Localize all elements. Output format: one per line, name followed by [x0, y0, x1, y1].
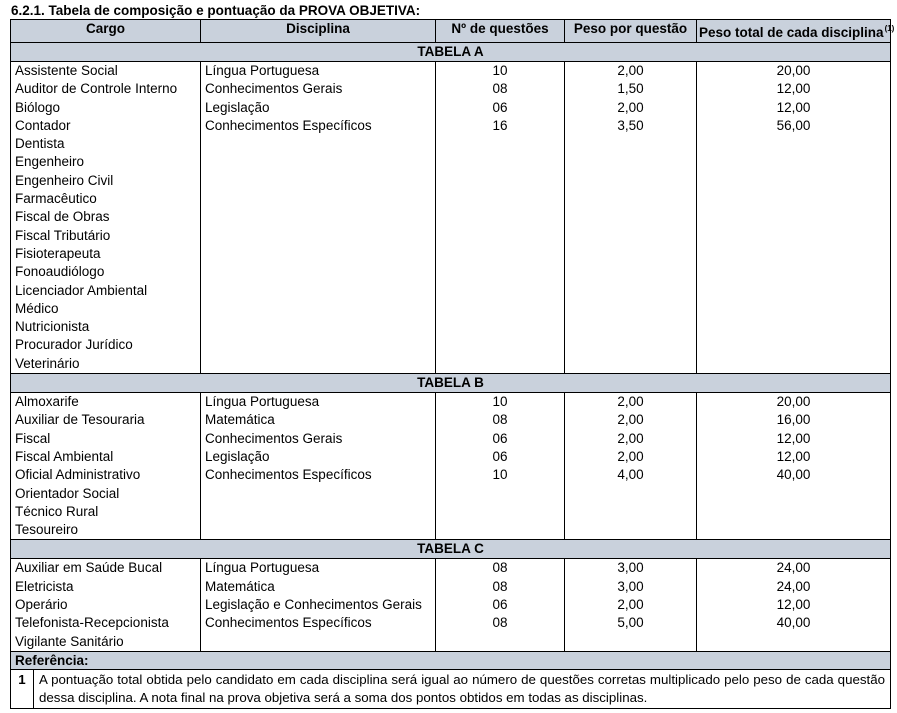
table-row — [11, 393, 891, 540]
peso-questao-list-line: 2,00 — [617, 412, 644, 428]
num-questoes-list — [436, 393, 565, 540]
cargo-list — [11, 62, 201, 374]
cargo-list-line: Oficial Administrativo — [15, 467, 141, 483]
peso-total-list-line: 40,00 — [776, 615, 811, 631]
peso-questao-list-line: 3,00 — [617, 578, 644, 594]
reference-inner-table — [11, 670, 890, 708]
cargo-list — [11, 393, 201, 540]
cargo-list-line: Fiscal Ambiental — [15, 448, 114, 464]
num-questoes-list-line: 08 — [492, 412, 508, 428]
disciplina-list-line: Matemática — [205, 578, 275, 594]
cargo-list-line: Orientador Social — [15, 485, 120, 501]
cargo-list-line: Procurador Jurídico — [15, 337, 133, 353]
col-header-peso-total-label: Peso total de cada disciplina — [699, 25, 884, 40]
cargo-list-line: Fiscal Tributário — [15, 227, 111, 243]
table-row — [11, 62, 891, 374]
peso-questao-list — [565, 393, 697, 540]
cargo-list-line: Fonoaudiólogo — [15, 264, 105, 280]
cargo-list-line: Auditor de Controle Interno — [15, 81, 178, 97]
num-questoes-list-line: 08 — [492, 578, 508, 594]
num-questoes-list-line: 10 — [492, 394, 508, 410]
cargo-list-line: Fiscal de Obras — [15, 209, 110, 225]
col-header-peso-total — [697, 20, 895, 43]
cargo-list-line: Veterinário — [15, 355, 80, 371]
reference-text: A pontuação total obtida pelo candidato em cada disciplina será igual ao número de questões corretas multiplicado pelo peso de cada questão dessa disciplina. A nota final na prova objetiva será a soma dos pontos obtidos em todas as disciplinas. — [39, 671, 885, 705]
table-body — [11, 43, 891, 709]
num-questoes-list — [436, 559, 565, 651]
peso-total-list-line: 12,00 — [776, 597, 811, 613]
cargo-list-line: Operário — [15, 597, 68, 613]
footnote-marker: (1) — [884, 24, 895, 33]
peso-questao-list-line: 3,50 — [617, 117, 644, 133]
cargo-list-line: Fisioterapeuta — [15, 245, 101, 261]
disciplina-list-line: Matemática — [205, 412, 275, 428]
col-header-disciplina: Disciplina — [201, 20, 436, 43]
peso-total-list — [697, 393, 891, 540]
cargo-list-line: Tesoureiro — [15, 522, 79, 538]
table-row — [11, 559, 891, 651]
peso-questao-list-line: 4,00 — [617, 467, 644, 483]
cargo-list-line: Dentista — [15, 136, 65, 152]
peso-total-list-line: 12,00 — [776, 448, 811, 464]
reference-heading: Referência: — [11, 651, 891, 669]
composition-table — [10, 19, 895, 709]
section-title: 6.2.1. Tabela de composição e pontuação da PROVA OBJETIVA: — [11, 3, 421, 18]
peso-questao-list-line: 3,00 — [617, 560, 644, 576]
peso-questao-list-line: 2,00 — [617, 430, 644, 446]
section-label: TABELA C — [11, 540, 891, 559]
peso-total-list-line: 16,00 — [776, 412, 811, 428]
num-questoes-list-line: 06 — [492, 448, 508, 464]
peso-total-list-line: 56,00 — [776, 117, 811, 133]
cargo-list-line: Contador — [15, 117, 71, 133]
num-questoes-list-line: 08 — [492, 560, 508, 576]
peso-total-list-line: 12,00 — [776, 81, 811, 97]
peso-questao-list — [565, 62, 697, 374]
section-label: TABELA B — [11, 374, 891, 393]
cargo-list-line: Nutricionista — [15, 319, 90, 335]
cargo-list-line: Assistente Social — [15, 63, 118, 78]
reference-header-row — [11, 651, 891, 669]
disciplina-list-line: Conhecimentos Específicos — [205, 615, 372, 631]
disciplina-list — [201, 559, 436, 651]
cargo-list-line: Engenheiro — [15, 154, 85, 170]
peso-questao-list-line: 2,00 — [617, 99, 644, 115]
peso-total-list-line: 24,00 — [776, 560, 811, 576]
num-questoes-list-line: 10 — [492, 467, 508, 483]
peso-questao-list-line: 2,00 — [617, 597, 644, 613]
section-row — [11, 43, 891, 62]
cargo-list-line: Vigilante Sanitário — [15, 633, 124, 649]
num-questoes-list — [436, 62, 565, 374]
cargo-list-line: Fiscal — [15, 430, 51, 446]
reference-number: 1 — [11, 670, 34, 708]
disciplina-list-line: Conhecimentos Gerais — [205, 81, 343, 97]
disciplina-list — [201, 393, 436, 540]
peso-questao-list-line: 2,00 — [617, 394, 644, 410]
peso-total-list-line: 24,00 — [776, 578, 811, 594]
peso-total-list — [697, 62, 891, 374]
cargo-list-line: Biólogo — [15, 99, 61, 115]
col-header-cargo: Cargo — [11, 20, 201, 43]
section-label: TABELA A — [11, 43, 891, 62]
disciplina-list-line: Legislação — [205, 99, 270, 115]
cargo-list-line: Auxiliar de Tesouraria — [15, 412, 145, 428]
section-row — [11, 540, 891, 559]
num-questoes-list-line: 06 — [492, 597, 508, 613]
num-questoes-list-line: 08 — [492, 81, 508, 97]
disciplina-list-line: Língua Portuguesa — [205, 63, 320, 78]
peso-questao-list-line: 2,00 — [617, 63, 644, 78]
num-questoes-list-line: 10 — [492, 63, 508, 78]
cargo-list-line: Licenciador Ambiental — [15, 282, 148, 298]
disciplina-list-line: Conhecimentos Específicos — [205, 467, 372, 483]
cargo-list-line: Eletricista — [15, 578, 74, 594]
peso-questao-list-line: 1,50 — [617, 81, 644, 97]
reference-row — [11, 669, 891, 708]
cargo-list — [11, 559, 201, 651]
peso-total-list-line: 20,00 — [776, 394, 811, 410]
cargo-list-line: Médico — [15, 300, 59, 316]
disciplina-list-line: Conhecimentos Gerais — [205, 430, 343, 446]
cargo-list-line: Telefonista-Recepcionista — [15, 615, 169, 631]
disciplina-list-line: Língua Portuguesa — [205, 560, 320, 576]
reference-cell — [11, 669, 891, 708]
cargo-list-line: Farmacêutico — [15, 191, 97, 207]
peso-total-list-line: 40,00 — [776, 467, 811, 483]
disciplina-list-line: Legislação e Conhecimentos Gerais — [205, 597, 422, 613]
col-header-peso-questao: Peso por questão — [565, 20, 697, 43]
num-questoes-list-line: 06 — [492, 99, 508, 115]
cargo-list-line: Auxiliar em Saúde Bucal — [15, 560, 163, 576]
disciplina-list — [201, 62, 436, 374]
disciplina-list-line: Língua Portuguesa — [205, 394, 320, 410]
cargo-list-line: Técnico Rural — [15, 503, 99, 519]
cargo-list-line: Engenheiro Civil — [15, 172, 114, 188]
num-questoes-list-line: 16 — [492, 117, 508, 133]
peso-total-list-line: 12,00 — [776, 99, 811, 115]
disciplina-list-line: Legislação — [205, 448, 270, 464]
peso-questao-list-line: 5,00 — [617, 615, 644, 631]
peso-total-list — [697, 559, 891, 651]
section-row — [11, 374, 891, 393]
num-questoes-list-line: 06 — [492, 430, 508, 446]
peso-total-list-line: 20,00 — [776, 63, 811, 78]
peso-questao-list-line: 2,00 — [617, 448, 644, 464]
col-header-num-questoes: Nº de questões — [436, 20, 565, 43]
num-questoes-list-line: 08 — [492, 615, 508, 631]
cargo-list-line: Almoxarife — [15, 394, 79, 410]
peso-questao-list — [565, 559, 697, 651]
peso-total-list-line: 12,00 — [776, 430, 811, 446]
disciplina-list-line: Conhecimentos Específicos — [205, 117, 372, 133]
header-row — [11, 20, 891, 43]
